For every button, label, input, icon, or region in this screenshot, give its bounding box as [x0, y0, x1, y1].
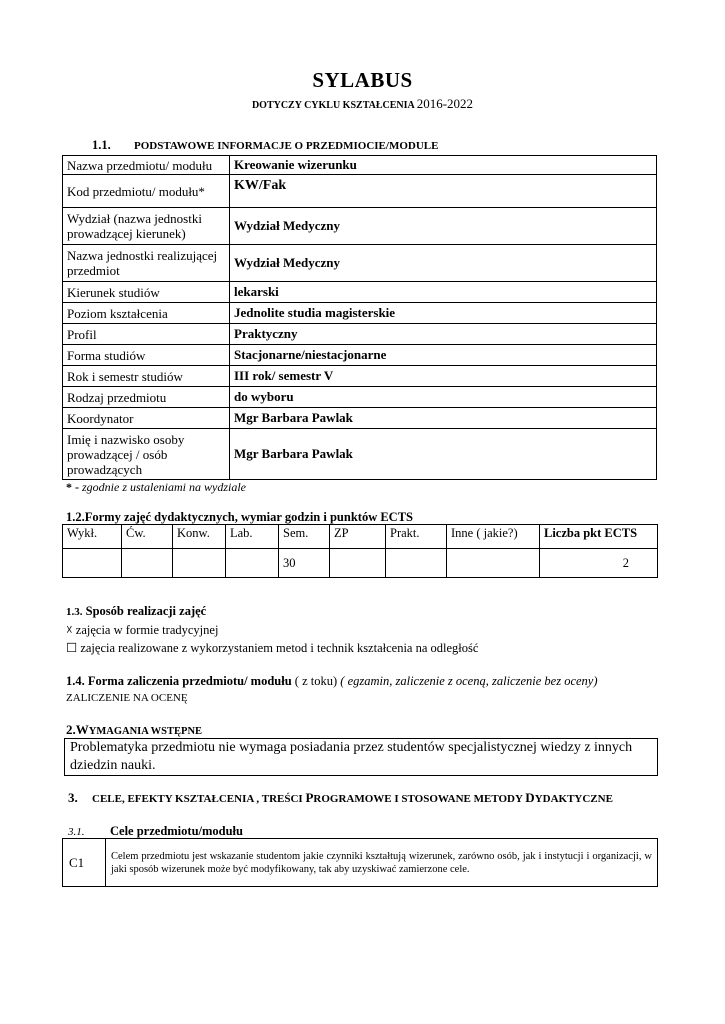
table-row — [63, 175, 657, 208]
section-1-4-heading — [66, 674, 598, 689]
cell — [330, 549, 386, 578]
section-1-4-mode: ( z toku) — [294, 674, 338, 688]
section-1-2-heading: 1.2.Formy zajęć dydaktycznych, wymiar godzin i punktów ECTS — [66, 510, 414, 524]
row-value: Mgr Barbara Pawlak — [230, 429, 657, 480]
table-header-row — [63, 525, 658, 549]
subtitle-years: 2016-2022 — [416, 96, 474, 111]
footnote-text: zgodnie z ustaleniami na wydziale — [82, 480, 246, 494]
cell — [386, 549, 447, 578]
row-label: Nazwa przedmiotu/ modułu — [63, 156, 230, 175]
basic-info-table — [62, 155, 657, 480]
section-1-1-title: PODSTAWOWE INFORMACJE O PRZEDMIOCIE/MODULE — [134, 140, 439, 152]
goals-table — [62, 838, 658, 887]
section-3-title-c: ROGRAMOWE I STOSOWANE METODY — [313, 793, 526, 805]
row-label: Kod przedmiotu/ modułu* — [63, 175, 230, 208]
row-label: Kierunek studiów — [63, 282, 230, 303]
cell — [226, 549, 279, 578]
row-label: Wydział (nazwa jednostki prowadzącej kierunek) — [63, 208, 230, 245]
document-subtitle — [0, 96, 725, 112]
row-label: Nazwa jednostki realizującej przedmiot — [63, 245, 230, 282]
section-3-1-number: 3.1. — [68, 826, 85, 838]
row-value: III rok/ semestr V — [230, 366, 657, 387]
section-3-1-title: Cele przedmiotu/modułu — [110, 824, 243, 838]
row-value: Wydział Medyczny — [230, 208, 657, 245]
table-row — [63, 282, 657, 303]
document-title: SYLABUS — [312, 68, 413, 92]
table-row — [63, 366, 657, 387]
table-row — [63, 839, 658, 887]
col-header: Prakt. — [386, 525, 447, 549]
table-row — [63, 208, 657, 245]
row-label: Rok i semestr studiów — [63, 366, 230, 387]
prerequisites-box: Problematyka przedmiotu nie wymaga posiadania przez studentów specjalistycznej wiedzy z innych dziedzin nauki. — [64, 738, 658, 776]
section-3-1-heading — [68, 824, 243, 839]
assessment-value: ZALICZENIE NA OCENĘ — [66, 692, 188, 704]
row-value: lekarski — [230, 282, 657, 303]
row-value: Wydział Medyczny — [230, 245, 657, 282]
cell — [447, 549, 540, 578]
table-row — [63, 345, 657, 366]
section-1-3-title: Sposób realizacji zajęć — [85, 604, 207, 618]
row-value: Stacjonarne/niestacjonarne — [230, 345, 657, 366]
cell: 2 — [540, 549, 658, 578]
section-3-heading — [68, 790, 613, 806]
row-label: Poziom kształcenia — [63, 303, 230, 324]
table-row — [63, 387, 657, 408]
row-value: KW/Fak — [230, 175, 657, 208]
section-1-4-options: ( egzamin, zaliczenie z oceną, zaliczenie bez oceny) — [340, 674, 598, 688]
col-header: ZP — [330, 525, 386, 549]
cell: 30 — [279, 549, 330, 578]
table-row — [63, 303, 657, 324]
section-1-3-number: 1.3. — [66, 606, 83, 618]
col-header: Inne ( jakie?) — [447, 525, 540, 549]
table-row — [63, 429, 657, 480]
goal-code: C1 — [63, 839, 106, 887]
row-label: Profil — [63, 324, 230, 345]
section-1-1-heading — [92, 138, 438, 153]
row-label: Forma studiów — [63, 345, 230, 366]
row-value: Praktyczny — [230, 324, 657, 345]
section-1-1-number: 1.1. — [92, 138, 111, 152]
cell — [63, 549, 122, 578]
section-3-title-e: YDAKTYCZNE — [534, 793, 613, 805]
col-header: Konw. — [173, 525, 226, 549]
row-value: Jednolite studia magisterskie — [230, 303, 657, 324]
section-2-title-first: 2.W — [66, 722, 89, 737]
section-3-number: 3. — [68, 790, 78, 805]
section-1-3-heading — [66, 604, 206, 619]
row-value: Kreowanie wizerunku — [230, 156, 657, 175]
row-label: Rodzaj przedmiotu — [63, 387, 230, 408]
footnote — [66, 480, 246, 495]
col-header: Lab. — [226, 525, 279, 549]
cell — [122, 549, 173, 578]
option-remote: ☐ zajęcia realizowane z wykorzystaniem metod i technik kształcenia na odległość — [66, 641, 479, 655]
row-label: Imię i nazwisko osoby prowadzącej / osób prowadzących — [63, 429, 230, 480]
section-2-heading — [66, 722, 202, 738]
row-label: Koordynator — [63, 408, 230, 429]
section-3-title-b: P — [305, 790, 314, 805]
cell — [173, 549, 226, 578]
teaching-forms-table — [62, 524, 658, 578]
goal-text: Celem przedmiotu jest wskazanie studentom jakie czynniki kształtują wizerunek, zarówno osób, jak i instytucji i organizacji, w jaki sposób wizerunek może być modyfikowany, tak aby uzyskiwać zamierzone cele. — [106, 839, 658, 887]
col-header: Sem. — [279, 525, 330, 549]
footnote-mark: * - — [66, 480, 79, 494]
table-row — [63, 408, 657, 429]
subtitle-text: DOTYCZY CYKLU KSZTAŁCENIA — [251, 100, 415, 111]
table-row — [63, 156, 657, 175]
table-row — [63, 324, 657, 345]
section-3-title-a: CELE, EFEKTY KSZTAŁCENIA , TREŚCI — [92, 793, 306, 805]
section-2-title-rest: YMAGANIA WSTĘPNE — [88, 726, 203, 737]
table-row — [63, 549, 658, 578]
col-header: Wykł. — [63, 525, 122, 549]
section-3-title-d: D — [525, 790, 535, 805]
option-traditional: ☓ zajęcia w formie tradycyjnej — [66, 623, 219, 637]
section-1-4-title: 1.4. Forma zaliczenia przedmiotu/ modułu — [66, 674, 292, 688]
col-header: Liczba pkt ECTS — [540, 525, 658, 549]
table-row — [63, 245, 657, 282]
row-value: Mgr Barbara Pawlak — [230, 408, 657, 429]
col-header: Ćw. — [122, 525, 173, 549]
row-value: do wyboru — [230, 387, 657, 408]
